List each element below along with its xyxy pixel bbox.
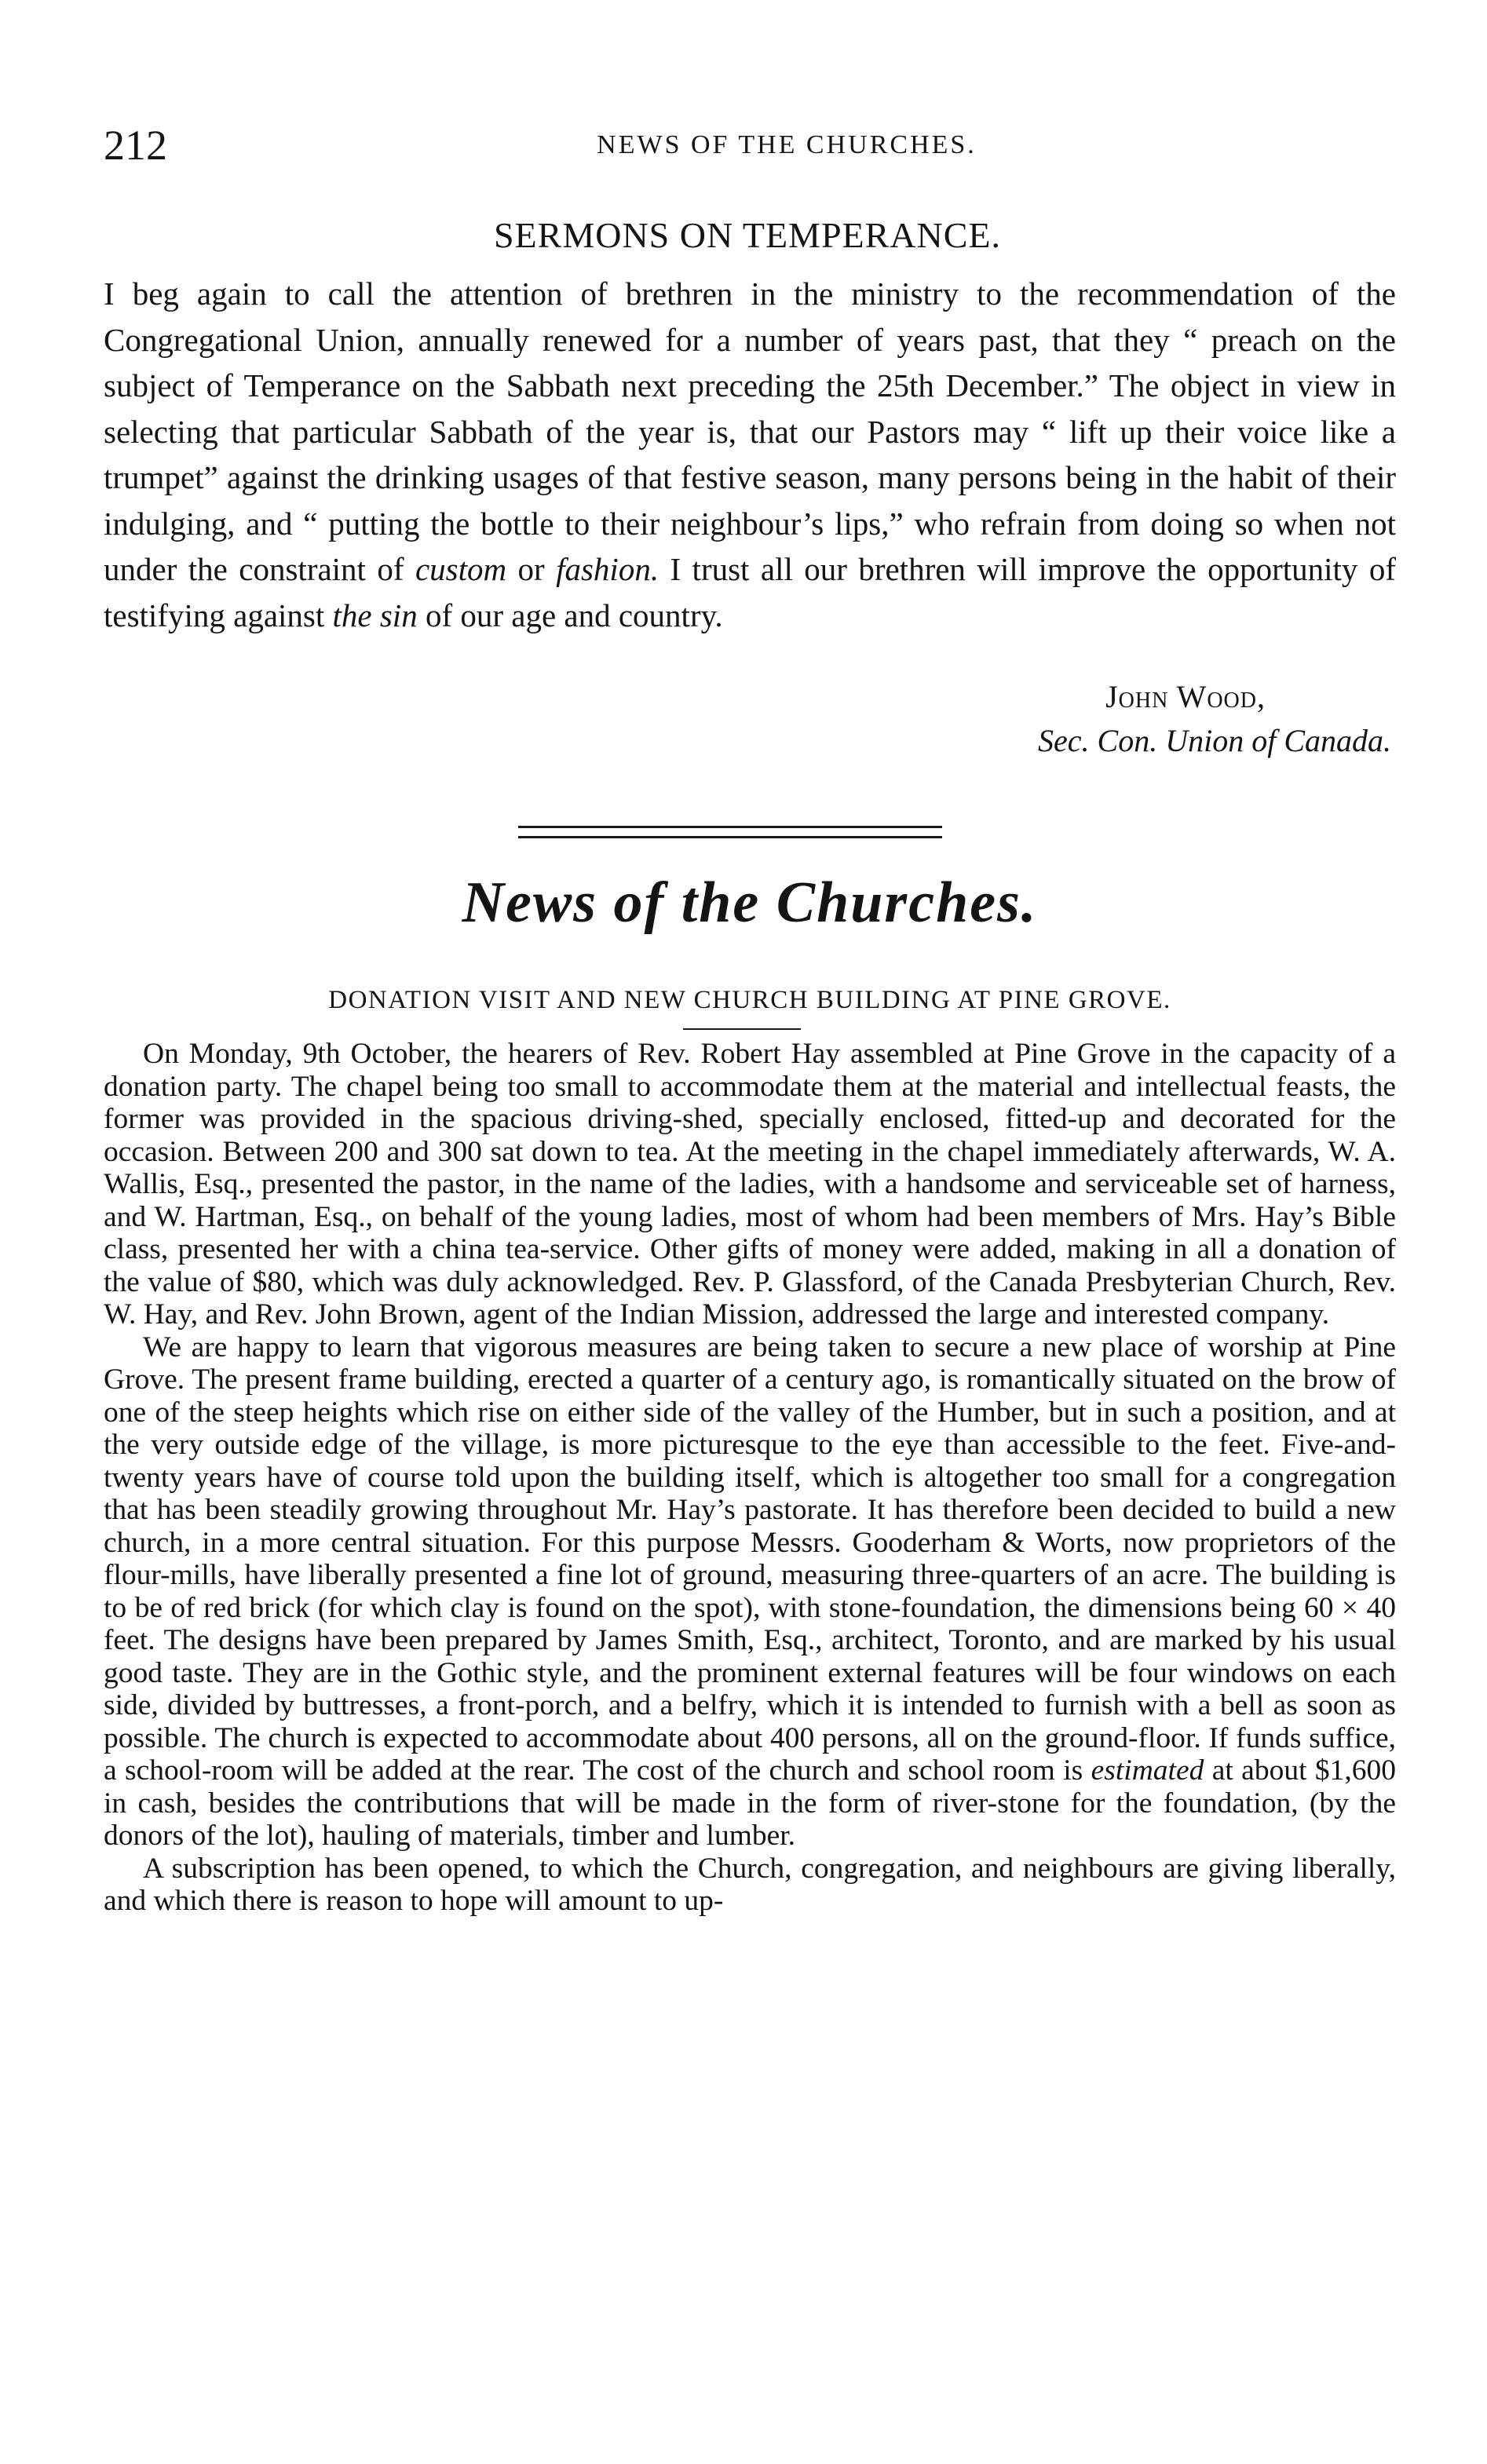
article-paragraph-1: On Monday, 9th October, the hearers of Rev. Robert Hay assembled at Pine Grove in the capacity of a donation party. The chapel being too small to accommodate them at the material and intellectual feasts, the former was provided in the spacious driving-shed, specially enclosed, fitted-up and decorated for the occasion. Between 200 and 300 sat down to tea. At the meeting in the chapel immediately afterwards, W. A. Wallis, Esq., presented the pastor, in the name of the ladies, with a handsome and serviceable set of harness, and W. Hartman, Esq., on behalf of the young ladies, most of whom had been members of Mrs. Hay’s Bible class, presented her with a china tea-service. Other gifts of money were added, making in all a donation of the value of $80, which was duly acknowledged. Rev. P. Glassford, of the Canada Presbyterian Church, Rev. W. Hay, and Rev. John Brown, agent of the Indian Mission, addressed the large and interested company. — [104, 1038, 1396, 1331]
sermons-paragraph — [104, 271, 1396, 638]
emphasis-estimated: estimated — [1091, 1754, 1204, 1787]
article-title: DONATION VISIT AND NEW CHURCH BUILDING AT PINE GROVE. — [328, 986, 1171, 1014]
signature-title: Sec. Con. Union of Canada. — [1038, 723, 1391, 758]
page-number: 212 — [104, 122, 167, 169]
text-run: I trust all our brethren will improve the opportunity of testifying against — [104, 551, 1396, 633]
sermons-heading: SERMONS ON TEMPERANCE. — [493, 215, 1002, 255]
emphasis-the-sin: the sin — [332, 597, 418, 633]
article-body — [104, 1038, 1396, 1918]
sermons-body — [104, 271, 1396, 638]
news-section-heading: News of the Churches. — [462, 871, 1038, 935]
section-divider — [518, 826, 942, 838]
article-paragraph-3: A subscription has been opened, to which the Church, congregation, and neighbours are giving liberally, and which there is reason to hope will amount to up- — [104, 1852, 1396, 1917]
emphasis-fashion: fashion. — [556, 551, 659, 587]
running-head — [104, 118, 1391, 173]
title-rule — [683, 1028, 801, 1030]
text-run: at about $1,600 in cash, besides the contributions that will be made in the form of river-stone for the foundation, (by the donors of the lot), hauling of materials, timber and lumber. — [104, 1754, 1396, 1852]
signature-block — [1038, 675, 1391, 763]
running-title: NEWS OF THE CHURCHES. — [597, 130, 977, 159]
emphasis-custom: custom — [415, 551, 507, 587]
article-paragraph-2 — [104, 1331, 1396, 1853]
text-run: I beg again to call the attention of brethren in the ministry to the recommendation of the Congregational Union, annually renewed for a number of years past, that they “ preach on the subject of Temperance on the Sabbath next preceding the 25th December.” The object in view in selecting that particular Sabbath of the year is, that our Pastors may “ lift up their voice like a trumpet” against the drinking usages of that festive season, many persons being in the habit of their indulging, and “ putting the bottle to their neighbour’s lips,” who refrain from doing so when not under the constraint of — [104, 276, 1396, 587]
signature-name: John Wood, — [1105, 679, 1266, 714]
text-run: We are happy to learn that vigorous measures are being taken to secure a new place of worship at Pine Grove. The present frame building, erected a quarter of a century ago, is romantically situated on the brow of one of the steep heights which rise on either side of the valley of the Humber, but in such a position, and at the very outside edge of the village, is more picturesque to the eye than accessible to the feet. Five-and-twenty years have of course told upon the building itself, which is altogether too small for a congregation that has been steadily growing throughout Mr. Hay’s pastorate. It has therefore been decided to build a new church, in a more central situation. For this purpose Messrs. Gooderham & Worts, now proprietors of the flour-mills, have liberally presented a fine lot of ground, measuring three-quarters of an acre. The building is to be of red brick (for which clay is found on the spot), with stone-foundation, the dimensions being 60 × 40 feet. The designs have been prepared by James Smith, Esq., architect, Toronto, and are marked by his usual good taste. They are in the Gothic style, and the prominent external features will be four windows on each side, divided by buttresses, a front-porch, and a belfry, which it is intended to furnish with a bell as soon as possible. The church is expected to accommodate about 400 persons, all on the ground-floor. If funds suffice, a school-room will be added at the rear. The cost of the church and school room is — [104, 1331, 1396, 1787]
text-run: or — [506, 551, 557, 587]
text-run: of our age and country. — [417, 597, 723, 633]
